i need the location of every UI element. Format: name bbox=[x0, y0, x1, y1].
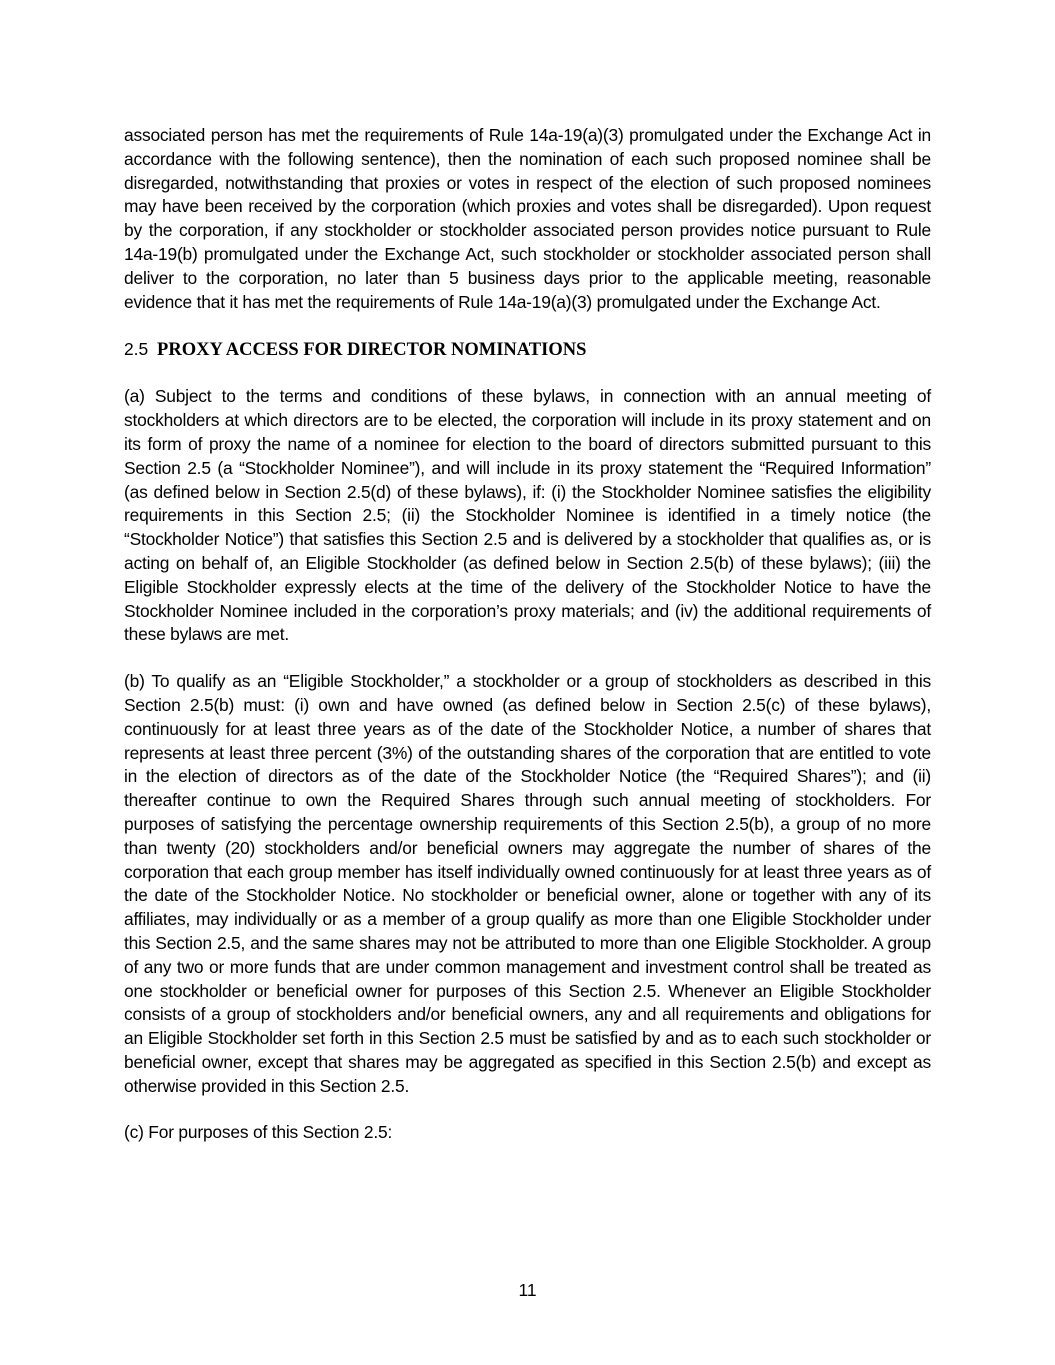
document-page bbox=[124, 124, 931, 1145]
page-number: 11 bbox=[518, 1280, 537, 1300]
continuation-paragraph: associated person has met the requirements of Rule 14a-19(a)(3) promulgated under the Exchange Act in accordance with the following sentence), then the nomination of each such proposed nominee shall be disregarded, notwithstanding that proxies or votes in respect of the election of such proposed nominees may have been received by the corporation (which proxies and votes shall be disregarded). Upon request by the corporation, if any stockholder or stockholder associated person provides notice pursuant to Rule 14a-19(b) promulgated under the Exchange Act, such stockholder or stockholder associated person shall deliver to the corporation, no later than 5 business days prior to the applicable meeting, reasonable evidence that it has met the requirements of Rule 14a-19(a)(3) promulgated under the Exchange Act. bbox=[124, 125, 931, 312]
section-title: PROXY ACCESS FOR DIRECTOR NOMINATIONS bbox=[157, 340, 587, 361]
section-heading bbox=[124, 337, 931, 362]
paragraph-c: (c) For purposes of this Section 2.5: bbox=[124, 1122, 393, 1143]
section-number: 2.5 bbox=[124, 339, 149, 360]
paragraph-a: (a) Subject to the terms and conditions of these bylaws, in connection with an annual meeting of stockholders at which directors are to be elected, the corporation will include in its proxy statement and on its form of proxy the name of a nominee for election to the board of directors submitted pursuant to this Section 2.5 (a “Stockholder Nominee”), and will include in its proxy statement the “Required Information” (as defined below in Section 2.5(d) of these bylaws), if: (i) the Stockholder Nominee satisfies the eligibility requirements in this Section 2.5; (ii) the Stockholder Nominee is identified in a timely notice (the “Stockholder Notice”) that satisfies this Section 2.5 and is delivered by a stockholder that qualifies as, or is acting on behalf of, an Eligible Stockholder (as defined below in Section 2.5(b) of these bylaws); (iii) the Eligible Stockholder expressly elects at the time of the delivery of the Stockholder Notice to have the Stockholder Nominee included in the corporation’s proxy materials; and (iv) the additional requirements of these bylaws are met. bbox=[124, 386, 931, 645]
paragraph-b: (b) To qualify as an “Eligible Stockholder,” a stockholder or a group of stockholders as described in this Section 2.5(b) must: (i) own and have owned (as defined below in Section 2.5(c) of these bylaws), continuously for at least three years as of the date of the Stockholder Notice, a number of shares that represents at least three percent (3%) of the outstanding shares of the corporation that are entitled to vote in the election of directors as of the date of the Stockholder Notice (the “Required Shares”); and (ii) thereafter continue to own the Required Shares through such annual meeting of stockholders. For purposes of satisfying the percentage ownership requirements of this Section 2.5(b), a group of no more than twenty (20) stockholders and/or beneficial owners may aggregate the number of shares of the corporation that each group member has itself individually owned continuously for at least three years as of the date of the Stockholder Notice. No stockholder or beneficial owner, alone or together with any of its affiliates, may individually or as a member of a group qualify as more than one Eligible Stockholder under this Section 2.5, and the same shares may not be attributed to more than one Eligible Stockholder. A group of any two or more funds that are under common management and investment control shall be treated as one stockholder or beneficial owner for purposes of this Section 2.5. Whenever an Eligible Stockholder consists of a group of stockholders and/or beneficial owners, any and all requirements and obligations for an Eligible Stockholder set forth in this Section 2.5 must be satisfied by and as to each such stockholder or beneficial owner, except that shares may be aggregated as specified in this Section 2.5(b) and except as otherwise provided in this Section 2.5. bbox=[124, 671, 931, 1096]
